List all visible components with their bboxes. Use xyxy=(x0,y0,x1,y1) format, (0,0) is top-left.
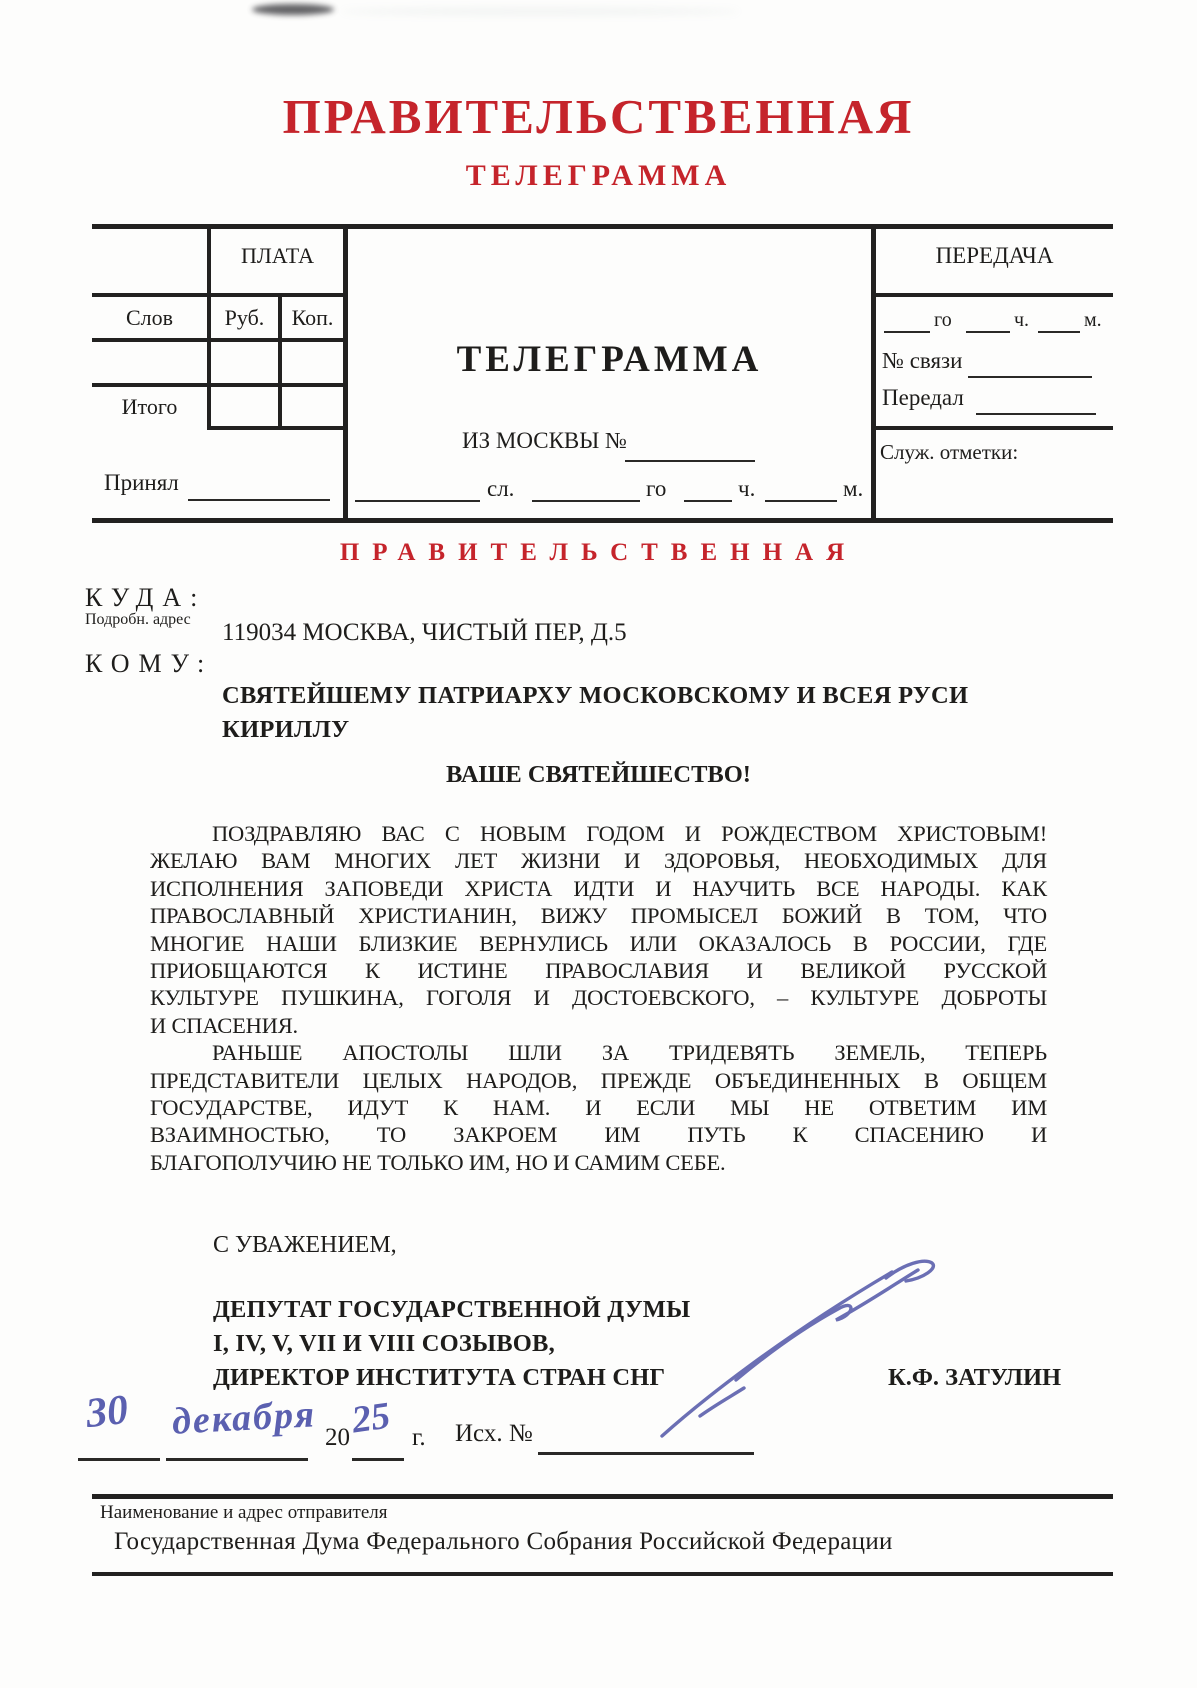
closing: С УВАЖЕНИЕМ, xyxy=(213,1232,397,1258)
salutation: ВАШЕ СВЯТЕЙШЕСТВО! xyxy=(446,761,751,788)
prinyal-label: Принял xyxy=(104,470,179,495)
form-bottom-border xyxy=(92,518,1113,523)
kop-label: Коп. xyxy=(291,305,334,330)
svyazi-label: № связи xyxy=(882,348,963,373)
peredacha-ch-label: ч. xyxy=(1014,309,1030,331)
form-hline-sluzh xyxy=(871,426,1113,430)
plata-label: ПЛАТА xyxy=(241,243,314,268)
iskh-blank-line xyxy=(538,1452,754,1455)
body-line: ПРЕДСТАВИТЕЛИ ЦЕЛЫХ НАРОДОВ, ПРЕЖДЕ ОБЪЕДИНЕННЫХ В ОБЩЕМ xyxy=(150,1067,1047,1093)
body-line: РАНЬШЕ АПОСТОЛЫ ШЛИ ЗА ТРИДЕВЯТЬ ЗЕМЕЛЬ, ТЕПЕРЬ xyxy=(212,1040,1047,1066)
footer-rule-bottom xyxy=(92,1572,1113,1576)
classification-line: ПРАВИТЕЛЬСТВЕННАЯ xyxy=(339,539,858,566)
sender-title-line1: ДЕПУТАТ ГОСУДАРСТВЕННОЙ ДУМЫ xyxy=(213,1296,691,1323)
bottom-blank-line-4 xyxy=(765,500,837,502)
recipient-name-line2: КИРИЛЛУ xyxy=(222,716,350,743)
komu-label: КОМУ: xyxy=(85,649,214,678)
peredacha-label: ПЕРЕДАЧА xyxy=(935,243,1054,268)
date-day-blank-line xyxy=(78,1458,160,1461)
signature-scribble xyxy=(640,1230,960,1440)
footer-rule-top xyxy=(92,1494,1113,1499)
podrobn-adres-label: Подробн. адрес xyxy=(85,611,191,628)
body-line: ПОЗДРАВЛЯЮ ВАС С НОВЫМ ГОДОМ И РОЖДЕСТВОМ ХРИСТОВЫМ! xyxy=(212,821,1047,846)
scan-smudge xyxy=(252,4,334,15)
svyazi-blank-line xyxy=(968,376,1092,378)
form-hline-a xyxy=(92,293,348,297)
body-line: ВЗАИМНОСТЬЮ, ТО ЗАКРОЕМ ИМ ПУТЬ К СПАСЕНИЮ И xyxy=(150,1122,1047,1148)
document-subtitle: ТЕЛЕГРАММА xyxy=(465,159,732,192)
date-month-blank-line xyxy=(166,1458,308,1461)
form-hline-peredacha xyxy=(871,293,1113,297)
sl-label: сл. xyxy=(487,476,515,501)
peredal-label: Передал xyxy=(882,385,964,410)
sluzh-otmetki-label: Служ. отметки: xyxy=(880,440,1019,464)
sender-title-line2: I, IV, V, VII И VIII СОЗЫВОВ, xyxy=(213,1330,555,1357)
peredacha-blank-3 xyxy=(1038,331,1080,333)
go-label: го xyxy=(646,476,667,501)
rub-label: Руб. xyxy=(224,305,265,330)
form-hline-c xyxy=(92,383,348,387)
iskh-label: Исх. № xyxy=(455,1420,533,1447)
form-hline-d xyxy=(207,426,348,430)
year-suffix: г. xyxy=(412,1424,426,1451)
sender-info-label: Наименование и адрес отправителя xyxy=(100,1502,388,1523)
body-text xyxy=(150,820,1047,1176)
body-line: ГОСУДАРСТВЕ, ИДУТ К НАМ. И ЕСЛИ МЫ НЕ ОТВЕТИМ ИМ xyxy=(150,1095,1047,1121)
body-line: И СПАСЕНИЯ. xyxy=(150,1012,298,1038)
body-line: МНОГИЕ НАШИ БЛИЗКИЕ ВЕРНУЛИСЬ ИЛИ ОКАЗАЛОСЬ В РОССИИ, ГДЕ xyxy=(150,930,1047,956)
handwritten-month: декабря xyxy=(170,1393,318,1443)
scan-smudge-faint xyxy=(340,8,740,15)
form-telegram-title: ТЕЛЕГРАММА xyxy=(456,339,763,380)
peredacha-go-label: го xyxy=(934,309,952,331)
body-line: КУЛЬТУРЕ ПУШКИНА, ГОГОЛЯ И ДОСТОЕВСКОГО, – КУЛЬТУРЕ ДОБРОТЫ xyxy=(150,985,1047,1011)
kuda-label: КУДА: xyxy=(85,583,207,612)
from-moscow-label: ИЗ МОСКВЫ № xyxy=(462,428,627,453)
handwritten-year: 25 xyxy=(349,1394,393,1442)
body-line: ПРИОБЩАЮТСЯ К ИСТИНЕ ПРАВОСЛАВИЯ И ВЕЛИКОЙ РУССКОЙ xyxy=(150,958,1047,984)
sender-org-name: Государственная Дума Федерального Собрания Российской Федерации xyxy=(114,1528,893,1555)
handwritten-day: 30 xyxy=(83,1386,131,1438)
bottom-blank-line-3 xyxy=(684,500,732,502)
form-hline-b xyxy=(92,338,348,342)
form-top-border xyxy=(92,224,1113,229)
slov-label: Слов xyxy=(125,305,174,330)
itogo-label: Итого xyxy=(121,394,178,419)
prinyal-blank-line xyxy=(188,499,330,501)
recipient-address: 119034 МОСКВА, ЧИСТЫЙ ПЕР, Д.5 xyxy=(222,619,627,646)
ch-label: ч. xyxy=(738,476,756,501)
date-year-blank-line xyxy=(352,1458,404,1461)
sender-title-line3: ДИРЕКТОР ИНСТИТУТА СТРАН СНГ xyxy=(213,1364,666,1391)
body-line: ИСПОЛНЕНИЯ ЗАПОВЕДИ ХРИСТА ИДТИ И НАУЧИТЬ ВСЕ НАРОДЫ. КАК xyxy=(150,875,1047,901)
peredacha-m-label: м. xyxy=(1084,309,1102,331)
body-line: ПРАВОСЛАВНЫЙ ХРИСТИАНИН, ВИЖУ ПРОМЫСЕЛ БОЖИЙ В ТОМ, ЧТО xyxy=(150,903,1047,929)
body-line: БЛАГОПОЛУЧИЮ НЕ ТОЛЬКО ИМ, НО И САМИМ СЕБЕ. xyxy=(150,1149,726,1175)
body-line: ЖЕЛАЮ ВАМ МНОГИХ ЛЕТ ЖИЗНИ И ЗДОРОВЬЯ, НЕОБХОДИМЫХ ДЛЯ xyxy=(150,848,1047,874)
year-prefix: 20 xyxy=(325,1424,350,1451)
peredacha-blank-2 xyxy=(966,331,1010,333)
recipient-name-line1: СВЯТЕЙШЕМУ ПАТРИАРХУ МОСКОВСКОМУ И ВСЕЯ РУСИ xyxy=(222,682,969,709)
bottom-blank-line-2 xyxy=(532,500,640,502)
peredacha-blank-1 xyxy=(884,331,930,333)
bottom-blank-line-1 xyxy=(355,500,480,502)
peredal-blank-line xyxy=(976,413,1096,415)
sender-name: К.Ф. ЗАТУЛИН xyxy=(888,1364,1062,1391)
m-label: м. xyxy=(843,476,864,501)
from-moscow-blank-line xyxy=(625,460,755,462)
document-title: ПРАВИТЕЛЬСТВЕННАЯ xyxy=(282,89,915,144)
